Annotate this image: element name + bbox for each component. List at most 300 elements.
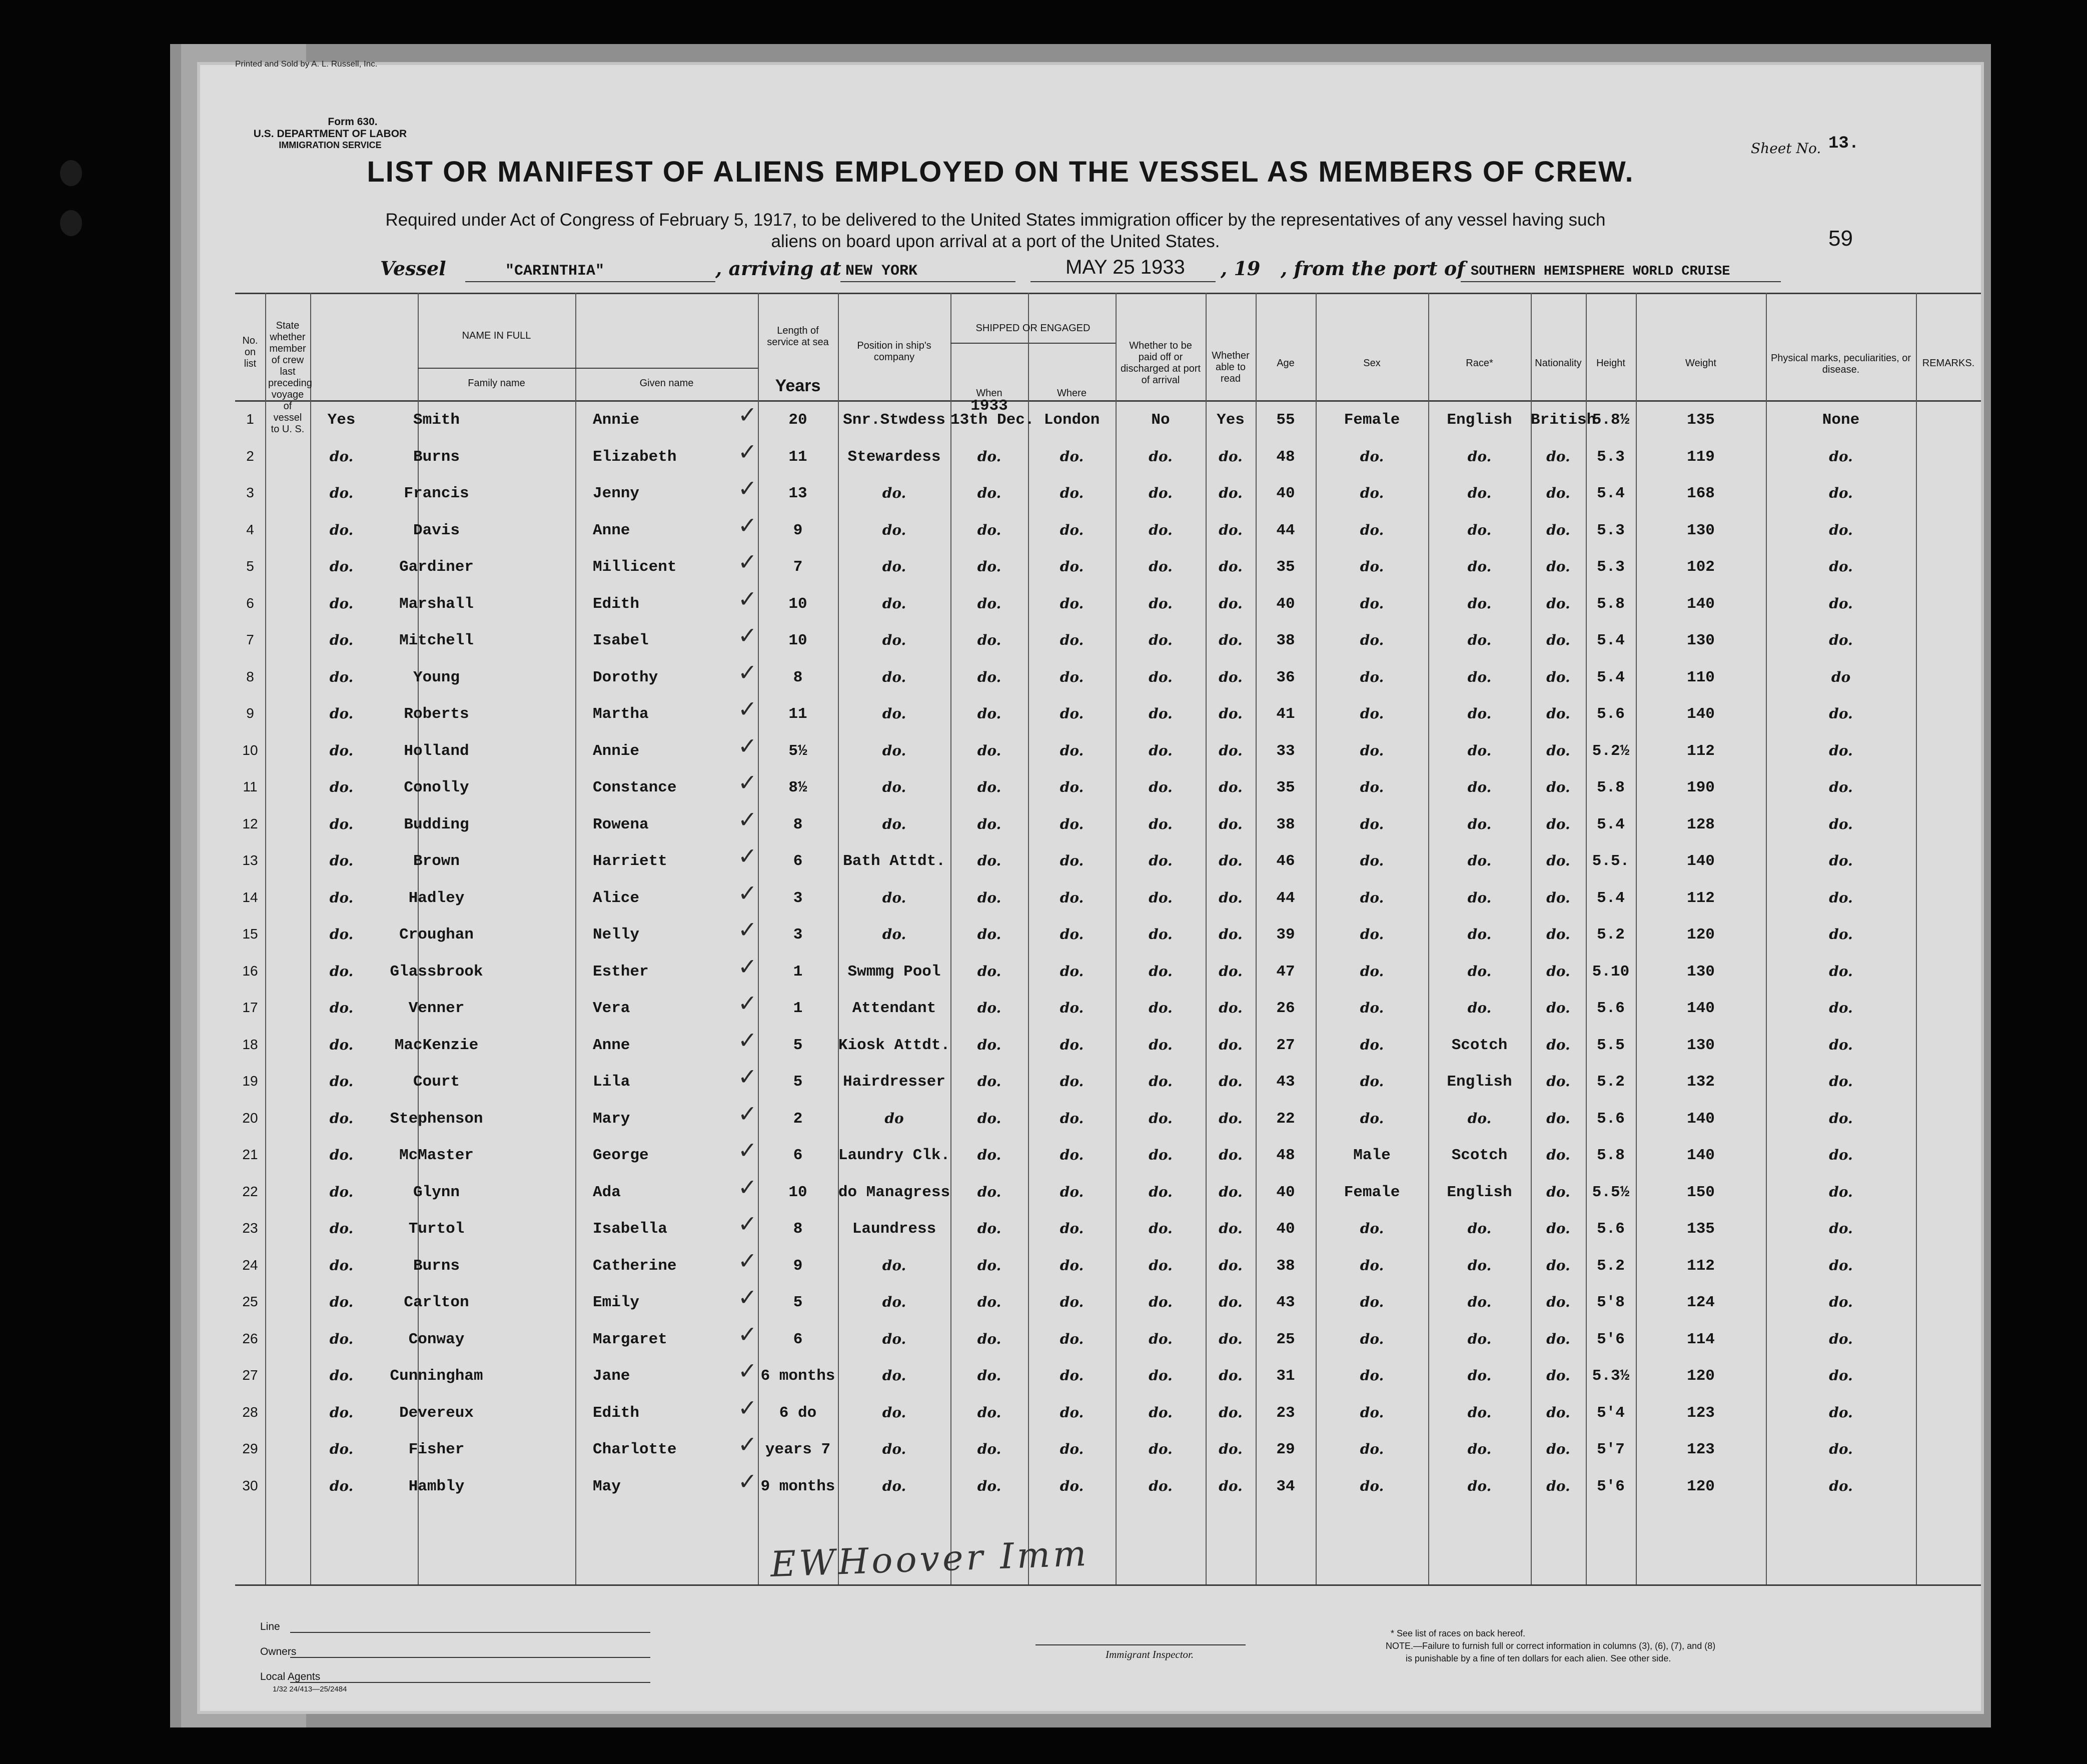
row-1-pos: Snr.Stwdess	[843, 411, 945, 429]
row-29-sex: do.	[1360, 1441, 1384, 1457]
row-13-no: 13	[242, 852, 258, 868]
row-16-ht: 5.10	[1592, 963, 1630, 981]
row-25-race: do.	[1467, 1294, 1492, 1310]
row-24-marks: do.	[1829, 1257, 1853, 1274]
row-2-age: 48	[1276, 448, 1295, 466]
row-17-age: 26	[1276, 1000, 1295, 1017]
row-19-family: Court	[413, 1073, 460, 1091]
row-18-svc: 5	[793, 1036, 803, 1054]
row-4-family: Davis	[413, 521, 460, 539]
row-19-no: 19	[242, 1073, 258, 1089]
row-22-state: do.	[329, 1183, 354, 1200]
row-6-wt: 140	[1687, 595, 1715, 613]
row-15-svc: 3	[793, 926, 803, 944]
row-26-pos: do.	[882, 1330, 906, 1347]
row-25-state: do.	[329, 1294, 354, 1310]
row-5-ht: 5.3	[1597, 558, 1625, 576]
row-8-age: 36	[1276, 668, 1295, 686]
row-3-given: Jenny	[593, 485, 640, 502]
checkmark-icon: ✓	[738, 805, 757, 833]
row-29-ht: 5'7	[1597, 1441, 1625, 1458]
vessel-name: "CARINTHIA"	[505, 263, 605, 280]
row-2-ht: 5.3	[1597, 448, 1625, 466]
row-22-no: 22	[242, 1183, 258, 1199]
row-28-age: 23	[1276, 1404, 1295, 1422]
row-28-where: do.	[1060, 1404, 1084, 1421]
row-17-state: do.	[329, 1000, 354, 1016]
row-29-nat: do.	[1546, 1441, 1570, 1457]
row-3-wt: 168	[1687, 485, 1715, 502]
header-state: State whether member of crew last preceding voyage of vessel to U. S.	[268, 320, 312, 435]
row-22-ht: 5.5½	[1592, 1183, 1630, 1201]
row-8-family: Young	[413, 668, 460, 686]
row-7-pos: do.	[882, 632, 906, 648]
row-2-given: Elizabeth	[593, 448, 677, 466]
row-29-where: do.	[1060, 1441, 1084, 1457]
row-20-where: do.	[1060, 1110, 1084, 1127]
page-number: 59	[1828, 226, 1853, 251]
row-29-pos: do.	[882, 1441, 906, 1457]
row-11-given: Constance	[593, 779, 677, 796]
row-9-given: Martha	[593, 705, 649, 723]
row-6-sex: do.	[1360, 595, 1384, 612]
row-6-given: Edith	[593, 595, 640, 613]
row-12-when: do.	[977, 815, 1001, 832]
header-position: Position in ship's company	[857, 340, 931, 363]
header-age: Age	[1277, 358, 1295, 369]
row-24-age: 38	[1276, 1257, 1295, 1275]
row-10-marks: do.	[1829, 742, 1853, 759]
row-5-sex: do.	[1360, 558, 1384, 575]
row-26-when: do.	[977, 1330, 1001, 1347]
row-9-age: 41	[1276, 705, 1295, 723]
row-21-marks: do.	[1829, 1147, 1853, 1163]
row-25-sex: do.	[1360, 1294, 1384, 1310]
checkmark-icon: ✓	[738, 1394, 757, 1421]
row-3-nat: do.	[1546, 485, 1570, 501]
row-17-read: do.	[1219, 1000, 1243, 1016]
row-11-read: do.	[1219, 779, 1243, 795]
row-1-nat: British	[1531, 411, 1596, 429]
row-15-state: do.	[329, 926, 354, 943]
row-9-family: Roberts	[404, 705, 469, 723]
row-9-nat: do.	[1546, 705, 1570, 722]
row-11-svc: 8½	[788, 779, 807, 796]
row-11-nat: do.	[1546, 779, 1570, 795]
row-14-wt: 112	[1687, 889, 1715, 907]
row-13-sex: do.	[1360, 852, 1384, 869]
row-27-state: do.	[329, 1367, 354, 1384]
row-7-age: 38	[1276, 632, 1295, 649]
inspector-underline	[1035, 1643, 1246, 1645]
row-7-read: do.	[1219, 632, 1243, 648]
row-3-where: do.	[1060, 485, 1084, 501]
checkmark-icon: ✓	[738, 1137, 757, 1164]
row-30-state: do.	[329, 1477, 354, 1494]
row-27-read: do.	[1219, 1367, 1243, 1384]
checkmark-icon: ✓	[738, 1320, 757, 1348]
row-14-svc: 3	[793, 889, 803, 907]
row-30-nat: do.	[1546, 1477, 1570, 1494]
row-12-sex: do.	[1360, 815, 1384, 832]
row-3-read: do.	[1219, 485, 1243, 501]
column-divider	[575, 293, 576, 1584]
row-19-nat: do.	[1546, 1073, 1570, 1090]
row-24-paid: do.	[1149, 1257, 1173, 1274]
row-14-race: do.	[1467, 889, 1492, 906]
checkmark-icon: ✓	[738, 990, 757, 1017]
row-16-svc: 1	[793, 963, 803, 981]
row-28-when: do.	[977, 1404, 1001, 1421]
row-24-when: do.	[977, 1257, 1001, 1274]
row-14-nat: do.	[1546, 889, 1570, 906]
row-21-ht: 5.8	[1597, 1147, 1625, 1164]
from-port-label: , from the port of	[1281, 257, 1465, 280]
row-16-read: do.	[1219, 963, 1243, 980]
row-16-race: do.	[1467, 963, 1492, 980]
checkmark-icon: ✓	[738, 1026, 757, 1054]
row-20-paid: do.	[1149, 1110, 1173, 1127]
row-12-paid: do.	[1149, 815, 1173, 832]
row-9-paid: do.	[1149, 705, 1173, 722]
row-22-race: English	[1447, 1183, 1512, 1201]
row-20-age: 22	[1276, 1110, 1295, 1128]
checkmark-icon: ✓	[738, 695, 757, 722]
row-13-marks: do.	[1829, 852, 1853, 869]
row-13-nat: do.	[1546, 852, 1570, 869]
row-12-no: 12	[242, 815, 258, 831]
row-1-read: Yes	[1217, 411, 1245, 429]
row-17-no: 17	[242, 1000, 258, 1015]
row-29-when: do.	[977, 1441, 1001, 1457]
row-20-state: do.	[329, 1110, 354, 1127]
inspector-signature: EWHoover Imm	[769, 1532, 1090, 1585]
row-30-where: do.	[1060, 1477, 1084, 1494]
row-25-ht: 5'8	[1597, 1294, 1625, 1311]
row-13-svc: 6	[793, 852, 803, 870]
row-25-marks: do.	[1829, 1294, 1853, 1310]
row-29-read: do.	[1219, 1441, 1243, 1457]
row-21-nat: do.	[1546, 1147, 1570, 1163]
checkmark-icon: ✓	[738, 622, 757, 649]
row-27-when: do.	[977, 1367, 1001, 1384]
service-label: IMMIGRATION SERVICE	[279, 140, 382, 150]
manifest-table	[235, 293, 1981, 1588]
row-9-sex: do.	[1360, 705, 1384, 722]
row-6-race: do.	[1467, 595, 1492, 612]
row-24-ht: 5.2	[1597, 1257, 1625, 1275]
row-5-wt: 102	[1687, 558, 1715, 576]
row-28-family: Devereux	[399, 1404, 474, 1422]
row-2-state: do.	[329, 448, 354, 465]
row-20-nat: do.	[1546, 1110, 1570, 1127]
row-18-pos: Kiosk Attdt.	[838, 1036, 950, 1054]
checkmark-icon: ✓	[738, 842, 757, 869]
row-13-read: do.	[1219, 852, 1243, 869]
row-8-read: do.	[1219, 668, 1243, 685]
row-4-marks: do.	[1829, 521, 1853, 538]
checkmark-icon: ✓	[738, 769, 757, 796]
row-11-marks: do.	[1829, 779, 1853, 795]
row-6-svc: 10	[788, 595, 807, 613]
row-15-age: 39	[1276, 926, 1295, 944]
row-22-svc: 10	[788, 1183, 807, 1201]
row-29-state: do.	[329, 1441, 354, 1457]
row-2-no: 2	[246, 448, 254, 464]
footer-owners-underline	[290, 1656, 650, 1658]
row-14-no: 14	[242, 889, 258, 905]
row-3-paid: do.	[1149, 485, 1173, 501]
row-8-given: Dorothy	[593, 668, 658, 686]
row-7-state: do.	[329, 632, 354, 648]
checkmark-icon: ✓	[738, 658, 757, 686]
row-11-age: 35	[1276, 779, 1295, 796]
row-15-marks: do.	[1829, 926, 1853, 943]
header-name: NAME IN FULL	[462, 330, 531, 341]
row-26-read: do.	[1219, 1330, 1243, 1347]
header-years: Years	[775, 376, 821, 395]
row-13-state: do.	[329, 852, 354, 869]
row-19-pos: Hairdresser	[843, 1073, 945, 1091]
checkmark-icon: ✓	[738, 879, 757, 907]
row-23-read: do.	[1219, 1220, 1243, 1237]
row-16-pos: Swmmg Pool	[847, 963, 941, 981]
row-18-nat: do.	[1546, 1036, 1570, 1053]
subtitle-line-1: Required under Act of Congress of February 5, 1917, to be delivered to the United States immigration officer by the representatives of any vessel having such	[385, 210, 1606, 230]
checkmark-icon: ✓	[738, 1063, 757, 1090]
row-29-age: 29	[1276, 1441, 1295, 1458]
row-15-read: do.	[1219, 926, 1243, 943]
row-3-ht: 5.4	[1597, 485, 1625, 502]
row-15-ht: 5.2	[1597, 926, 1625, 944]
row-27-pos: do.	[882, 1367, 906, 1384]
departure-port: SOUTHERN HEMISPHERE WORLD CRUISE	[1471, 264, 1730, 279]
arrival-date-stamp: MAY 25 1933	[1066, 256, 1185, 278]
row-4-wt: 130	[1687, 521, 1715, 539]
row-16-no: 16	[242, 963, 258, 979]
row-22-paid: do.	[1149, 1183, 1173, 1200]
row-27-nat: do.	[1546, 1367, 1570, 1384]
row-5-no: 5	[246, 558, 254, 574]
row-8-no: 8	[246, 668, 254, 684]
row-28-ht: 5'4	[1597, 1404, 1625, 1422]
row-20-given: Mary	[593, 1110, 630, 1128]
row-11-family: Conolly	[404, 779, 469, 796]
row-18-ht: 5.5	[1597, 1036, 1625, 1054]
row-1-age: 55	[1276, 411, 1295, 429]
row-8-sex: do.	[1360, 668, 1384, 685]
row-30-read: do.	[1219, 1477, 1243, 1494]
row-25-no: 25	[242, 1294, 258, 1309]
row-24-race: do.	[1467, 1257, 1492, 1274]
row-23-when: do.	[977, 1220, 1001, 1237]
row-21-state: do.	[329, 1147, 354, 1163]
row-23-sex: do.	[1360, 1220, 1384, 1237]
row-8-state: do.	[329, 668, 354, 685]
row-14-read: do.	[1219, 889, 1243, 906]
footer-note-2: is punishable by a fine of ten dollars for each alien. See other side.	[1406, 1653, 1671, 1663]
row-4-given: Anne	[593, 521, 630, 539]
row-28-pos: do.	[882, 1404, 906, 1421]
table-top-rule	[235, 293, 1981, 294]
department-label: U.S. DEPARTMENT OF LABOR	[253, 128, 407, 140]
row-1-sex: Female	[1344, 411, 1400, 429]
row-9-marks: do.	[1829, 705, 1853, 722]
row-25-read: do.	[1219, 1294, 1243, 1310]
row-8-paid: do.	[1149, 668, 1173, 685]
row-27-wt: 120	[1687, 1367, 1715, 1385]
row-25-family: Carlton	[404, 1294, 469, 1311]
header-sex: Sex	[1363, 358, 1381, 369]
row-9-pos: do.	[882, 705, 906, 722]
row-28-marks: do.	[1829, 1404, 1853, 1421]
checkmark-icon: ✓	[738, 732, 757, 759]
checkmark-icon: ✓	[738, 401, 757, 428]
header-shipped: SHIPPED OR ENGAGED	[975, 323, 1091, 334]
row-10-age: 33	[1276, 742, 1295, 760]
row-3-when: do.	[977, 485, 1001, 501]
row-10-pos: do.	[882, 742, 906, 759]
row-19-ht: 5.2	[1597, 1073, 1625, 1091]
row-3-marks: do.	[1829, 485, 1853, 501]
inspector-label: Immigrant Inspector.	[1106, 1648, 1194, 1660]
row-17-family: Venner	[408, 1000, 465, 1017]
row-22-sex: Female	[1344, 1183, 1400, 1201]
row-19-read: do.	[1219, 1073, 1243, 1090]
header-read: Whether able to read	[1212, 350, 1250, 384]
checkmark-icon: ✓	[738, 1284, 757, 1311]
row-1-paid: No	[1151, 411, 1170, 429]
row-5-race: do.	[1467, 558, 1492, 575]
row-27-age: 31	[1276, 1367, 1295, 1385]
from-port-underline	[1461, 280, 1781, 282]
row-29-race: do.	[1467, 1441, 1492, 1457]
row-25-age: 43	[1276, 1294, 1295, 1311]
row-11-when: do.	[977, 779, 1001, 795]
row-9-ht: 5.6	[1597, 705, 1625, 723]
row-30-ht: 5'6	[1597, 1477, 1625, 1495]
row-4-paid: do.	[1149, 521, 1173, 538]
row-10-family: Holland	[404, 742, 469, 760]
row-9-svc: 11	[788, 705, 807, 723]
row-7-sex: do.	[1360, 632, 1384, 648]
row-26-svc: 6	[793, 1330, 803, 1348]
row-16-sex: do.	[1360, 963, 1384, 980]
row-25-where: do.	[1060, 1294, 1084, 1310]
row-14-where: do.	[1060, 889, 1084, 906]
row-11-pos: do.	[882, 779, 906, 795]
row-20-family: Stephenson	[390, 1110, 483, 1128]
page-title: LIST OR MANIFEST OF ALIENS EMPLOYED ON THE VESSEL AS MEMBERS OF CREW.	[367, 156, 1634, 188]
row-6-ht: 5.8	[1597, 595, 1625, 613]
row-6-marks: do.	[1829, 595, 1853, 612]
checkmark-icon: ✓	[738, 1467, 757, 1495]
row-21-when: do.	[977, 1147, 1001, 1163]
row-7-wt: 130	[1687, 632, 1715, 649]
row-23-family: Turtol	[408, 1220, 465, 1238]
row-22-where: do.	[1060, 1183, 1084, 1200]
row-12-ht: 5.4	[1597, 815, 1625, 833]
row-30-when: do.	[977, 1477, 1001, 1494]
row-23-no: 23	[242, 1220, 258, 1236]
row-10-state: do.	[329, 742, 354, 759]
row-26-marks: do.	[1829, 1330, 1853, 1347]
row-12-wt: 128	[1687, 815, 1715, 833]
printer-credit: Printed and Sold by A. L. Russell, Inc.	[235, 59, 378, 69]
row-3-svc: 13	[788, 485, 807, 502]
footer-line-label: Line	[260, 1621, 280, 1632]
row-5-given: Millicent	[593, 558, 677, 576]
row-3-pos: do.	[882, 485, 906, 501]
row-18-state: do.	[329, 1036, 354, 1053]
row-11-no: 11	[243, 779, 258, 794]
row-8-svc: 8	[793, 668, 803, 686]
row-30-race: do.	[1467, 1477, 1492, 1494]
row-4-pos: do.	[882, 521, 906, 538]
subheader-rule	[418, 368, 758, 369]
header-marks: Physical marks, peculiarities, or disease.	[1770, 353, 1911, 375]
row-28-given: Edith	[593, 1404, 640, 1422]
header-paid: Whether to be paid off or discharged at port of arrival	[1120, 340, 1201, 386]
row-24-family: Burns	[413, 1257, 460, 1275]
footer-line-underline	[290, 1631, 650, 1633]
row-4-nat: do.	[1546, 521, 1570, 538]
row-29-marks: do.	[1829, 1441, 1853, 1457]
footer-note-star: * See list of races on back hereof.	[1391, 1628, 1526, 1638]
row-5-where: do.	[1060, 558, 1084, 575]
row-9-race: do.	[1467, 705, 1492, 722]
row-17-pos: Attendant	[852, 1000, 936, 1017]
row-18-given: Anne	[593, 1036, 630, 1054]
row-21-age: 48	[1276, 1147, 1295, 1164]
row-30-given: May	[593, 1477, 621, 1495]
row-13-family: Brown	[413, 852, 460, 870]
row-4-where: do.	[1060, 521, 1084, 538]
row-19-sex: do.	[1360, 1073, 1384, 1090]
row-15-sex: do.	[1360, 926, 1384, 943]
row-18-family: MacKenzie	[394, 1036, 479, 1054]
row-16-marks: do.	[1829, 963, 1853, 980]
row-21-paid: do.	[1149, 1147, 1173, 1163]
row-22-pos: do Managress	[838, 1183, 950, 1201]
row-7-svc: 10	[788, 632, 807, 649]
row-1-no: 1	[246, 411, 254, 427]
row-1-family: Smith	[413, 411, 460, 429]
form-number: Form 630.	[328, 116, 378, 128]
row-25-nat: do.	[1546, 1294, 1570, 1310]
row-19-race: English	[1447, 1073, 1512, 1091]
row-4-svc: 9	[793, 521, 803, 539]
row-19-svc: 5	[793, 1073, 803, 1091]
row-19-when: do.	[977, 1073, 1001, 1090]
row-3-age: 40	[1276, 485, 1295, 502]
sheet-number: 13.	[1828, 134, 1859, 153]
row-6-state: do.	[329, 595, 354, 612]
row-16-paid: do.	[1149, 963, 1173, 980]
row-7-when: do.	[977, 632, 1001, 648]
row-23-age: 40	[1276, 1220, 1295, 1238]
row-8-wt: 110	[1687, 668, 1715, 686]
row-28-no: 28	[242, 1404, 258, 1420]
footer-owners-label: Owners	[260, 1646, 297, 1657]
row-23-where: do.	[1060, 1220, 1084, 1237]
row-5-marks: do.	[1829, 558, 1853, 575]
row-13-ht: 5.5.	[1592, 852, 1630, 870]
row-6-no: 6	[246, 595, 254, 611]
year-label: , 19	[1221, 257, 1261, 280]
row-3-sex: do.	[1360, 485, 1384, 501]
row-12-pos: do.	[882, 815, 906, 832]
